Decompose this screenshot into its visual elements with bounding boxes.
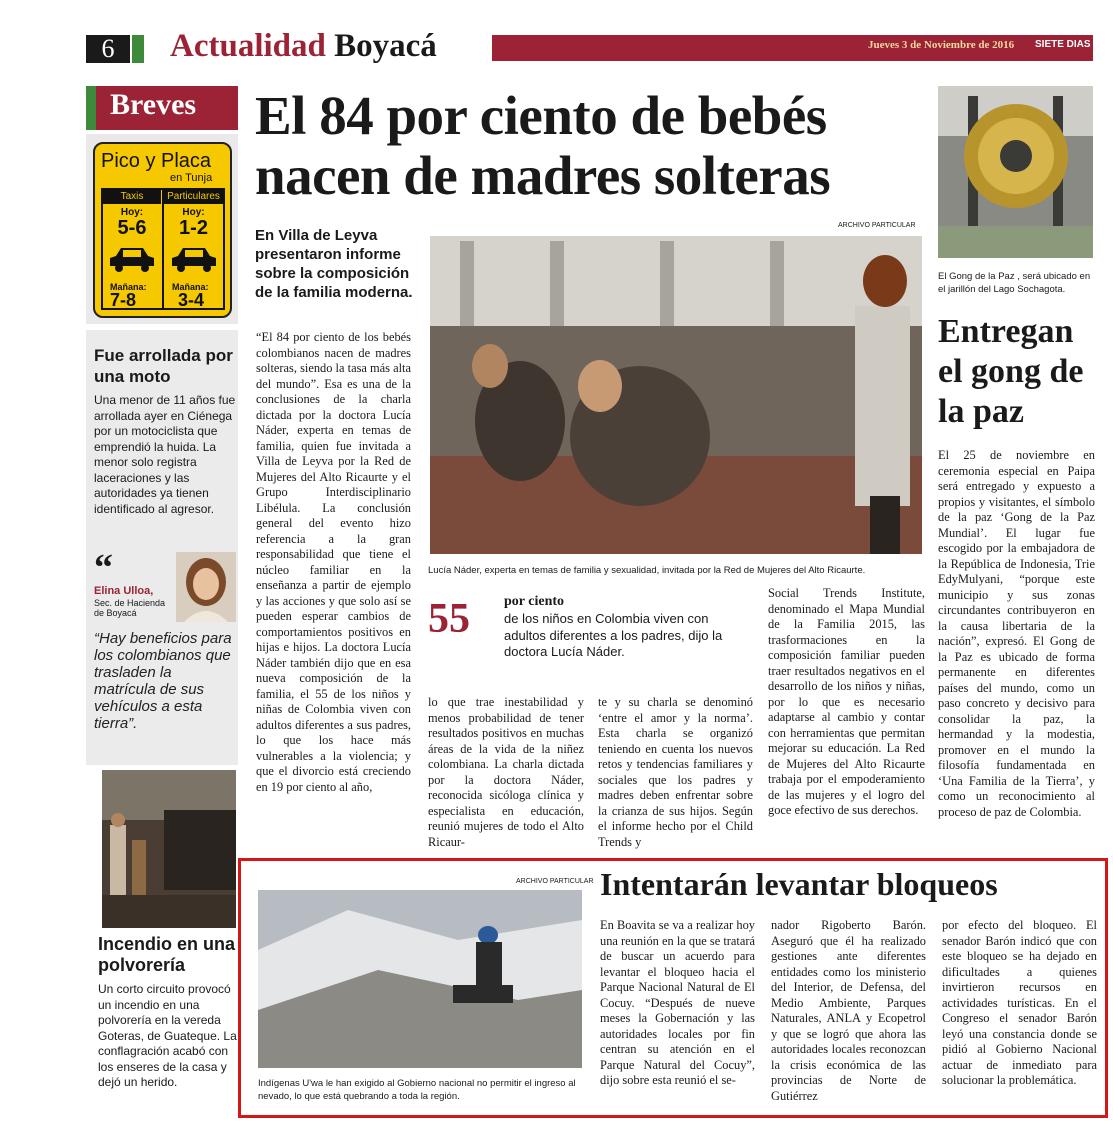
taxi-icon [106,244,158,274]
pico-placa-subtitle: en Tunja [170,172,213,184]
bottom-photo-credit: ARCHIVO PARTICULAR [516,878,594,885]
main-headline: El 84 por ciento de bebés nacen de madres solteras [255,85,831,206]
section-title [170,28,437,65]
quote-author-name: Elina Ulloa, [94,585,154,597]
breves-accent [86,86,96,130]
stat-number: 55 [428,596,470,642]
nevado-photo [258,890,582,1068]
conference-photo [430,236,922,554]
page-number: 6 [86,35,130,63]
gong-story-body: El 25 de noviembre en ceremonia especial en Paipa será entregado y expuesto a propios y visitantes, el símbolo de la paz ‘Gong de la Paz Mundial’. El lugar fue escogido por la embajadora de la República de Indonesia, Trie EdyMulyani, “porque este municipio y sus zonas circundantes contribuyeron en la causa libertaria de la nación”, expresó. El Gong de la Paz es ubicado de forma permanente en diferentes países del mundo, como un paso concreto y decisivo para consolidar la paz, la hermandad y la modestia, promover en el mundo la filosofía fundamentada en ‘Una Familia de la Tierra’, y como un reconocimiento al proceso de paz de Colombia. [938,448,1095,819]
breves-label: Breves [110,88,197,121]
taxis-manana-value: 7-8 [110,290,137,310]
section-title-part2: Boyacá [334,28,437,64]
pico-placa-col-particulares: Particulares [164,190,223,204]
bottom-story-column-1: En Boavita se va a realizar hoy una reunión en la que se tratará de buscar un acuerdo para levantar el bloqueo hacia el Parque Nacional Natural de El Cocuy. “Después de nueve meses la Gobernación y las autoridades locales por fin centran su atención en el Parque Natural del Cocuy”, dijo sobre esta reunió el se- [600,918,755,1087]
pico-placa-manana-label: Mañana: [110,282,147,292]
fire-brief-body: Un corto circuito provocó un incendio en una polvorería en la vereda Goteras, de Guateque. La conflagración acabó con los enseres de la casa y dejó un herido. [98,982,237,1089]
pico-placa-hoy-label: Hoy: [120,207,144,218]
issue-date: Jueves 3 de Noviembre de 2016 [868,39,1015,51]
bottom-story-column-3: por efecto del bloqueo. El senador Barón indicó que con este bloqueo se ha dejado en dificultades a quienes invirtieron recursos en actividades turísticas. En el Congreso el senador Barón leyó una constancia donde se pidió al Gobierno Nacional actuar de inmediato para solucionar la problemática. [942,918,1097,1087]
author-portrait-photo [176,552,236,622]
main-subhead: En Villa de Leyva presentaron informe sobre la composición de la familia moderna. [255,227,413,301]
pico-placa-col-taxis: Taxis [103,190,161,204]
section-title-part1: Actualidad [170,28,326,64]
gong-photo [938,86,1093,258]
gong-photo-caption: El Gong de la Paz , será ubicado en el jarillón del Lago Sochagota. [938,271,1091,295]
bottom-story-column-2: nador Rigoberto Barón. Aseguró que él ha realizado gestiones ante diferentes entidades como los ministerio del Interior, de Defensa, del Medio Ambiente, Parques Naturales, ANLA y Ecopetrol y que se logró que ahora las autoridades locales reconozcan la crisis económica de las provincias de Norte de Gutiérrez [771,918,926,1103]
page-number-accent [132,35,144,63]
fire-scene-photo [102,770,236,928]
particulares-hoy-value: 1-2 [179,217,208,239]
main-story-column-1: “El 84 por ciento de los bebés colombianos nacen de madres solteras, siendo la tasa más alta del mundo”. Esa es una de la conclusiones de la charla dictada por la doctora Lucía Náder, experta en temas de familia, quien fue invitada a Villa de Leyva por la Red de Mujeres del Alto Ricaurte y el Grupo Interdisciplinario Libélula. La conclusión general del evento hizo referencia a la gran responsabilidad que tiene el núcleo familiar en la enseñanza a partir de ejemplo y las acciones y que solo así se pueden esperar cambios de comportamientos positivos en hijas e hijos. La doctora Lucía Náder también dijo que en esa nueva composición de la familia, el 55 de los niños y niñas de Colombia viven con adultos diferentes a sus padres, lo que los hace más vulnerables a la violencia; y que el divorcio está creciendo en 19 por ciento al año, [256,330,411,794]
brand-label: SIETE DIAS [1035,39,1091,50]
quote-text: “Hay beneficios para los colombianos que trasladen la matrícula de sus vehículos a esta tierra”. [94,630,232,732]
pico-placa-hoy-label: Hoy: [182,207,205,218]
quote-author-role: Sec. de Hacienda de Boyacá [94,598,166,618]
moto-brief-title: Fue arrollada por una moto [94,346,233,386]
main-story-column-4: Social Trends Institute, denominado el Mapa Mundial de la Familia 2015, las trasformaciones en la composición familiar pueden traer resultados negativos en el desarrollo de los niños y niñas, por lo que es necesario adaptarse al cambio y contar con herramientas que permitan mejorar su educación. La Red de Mujeres del Alto Ricaurte trabaja por el empoderamiento de las mujeres y el logro del goce efectivo de sus derechos. [768,586,925,817]
bottom-headline: Intentarán levantar bloqueos [600,866,998,902]
main-story-column-2: lo que trae inestabilidad y menos probabilidad de tener resultados positivos en muchas áreas de la vida de la niñez colombiana. La charla dictada por la doctora Náder, reconocida sicóloga clínica y especialista en educación, reunió mujeres de todo el Alto Ricaur- [428,695,584,849]
pico-placa-manana-label: Mañana: [172,282,209,292]
main-story-column-3: te y su charla se denominó ‘entre el amor y la norma’. Esta charla se organizó teniendo en cuenta los nuevos retos y tendencias familiares y sociales que los padres y madres deben enfrentar sobre la crianza de sus hijos. Según el informe hecho por el Child Trends y [598,695,753,849]
gong-headline: Entregan el gong de la paz [938,313,1084,430]
fire-brief-title: Incendio en una polvorería [98,934,236,975]
main-photo-credit: ARCHIVO PARTICULAR [838,222,916,229]
car-icon [168,244,220,274]
particulares-manana-value: 3-4 [178,290,205,310]
bottom-photo-caption: Indígenas U'wa le han exigido al Gobierno nacional no permitir el ingreso al nevado, lo que está quebrando a toda la región. [258,1078,576,1102]
moto-brief-body: Una menor de 11 años fue arrollada ayer en Ciénega por un motociclista que emprendió la huida. La menor solo registra laceraciones y las autoridades ya tienen identificado al agresor. [94,393,236,516]
stat-text: de los niños en Colombia viven con adultos diferentes a los padres, dijo la doctora Lucía Náder. [504,611,723,659]
pico-placa-title: Pico y Placa [101,150,212,172]
stat-label: por ciento [504,594,565,609]
taxis-hoy-value: 5-6 [117,217,147,239]
quote-mark: “ [94,547,113,589]
main-photo-caption: Lucía Náder, experta en temas de familia y sexualidad, invitada por la Red de Mujeres del Alto Ricaurte. [428,565,866,576]
